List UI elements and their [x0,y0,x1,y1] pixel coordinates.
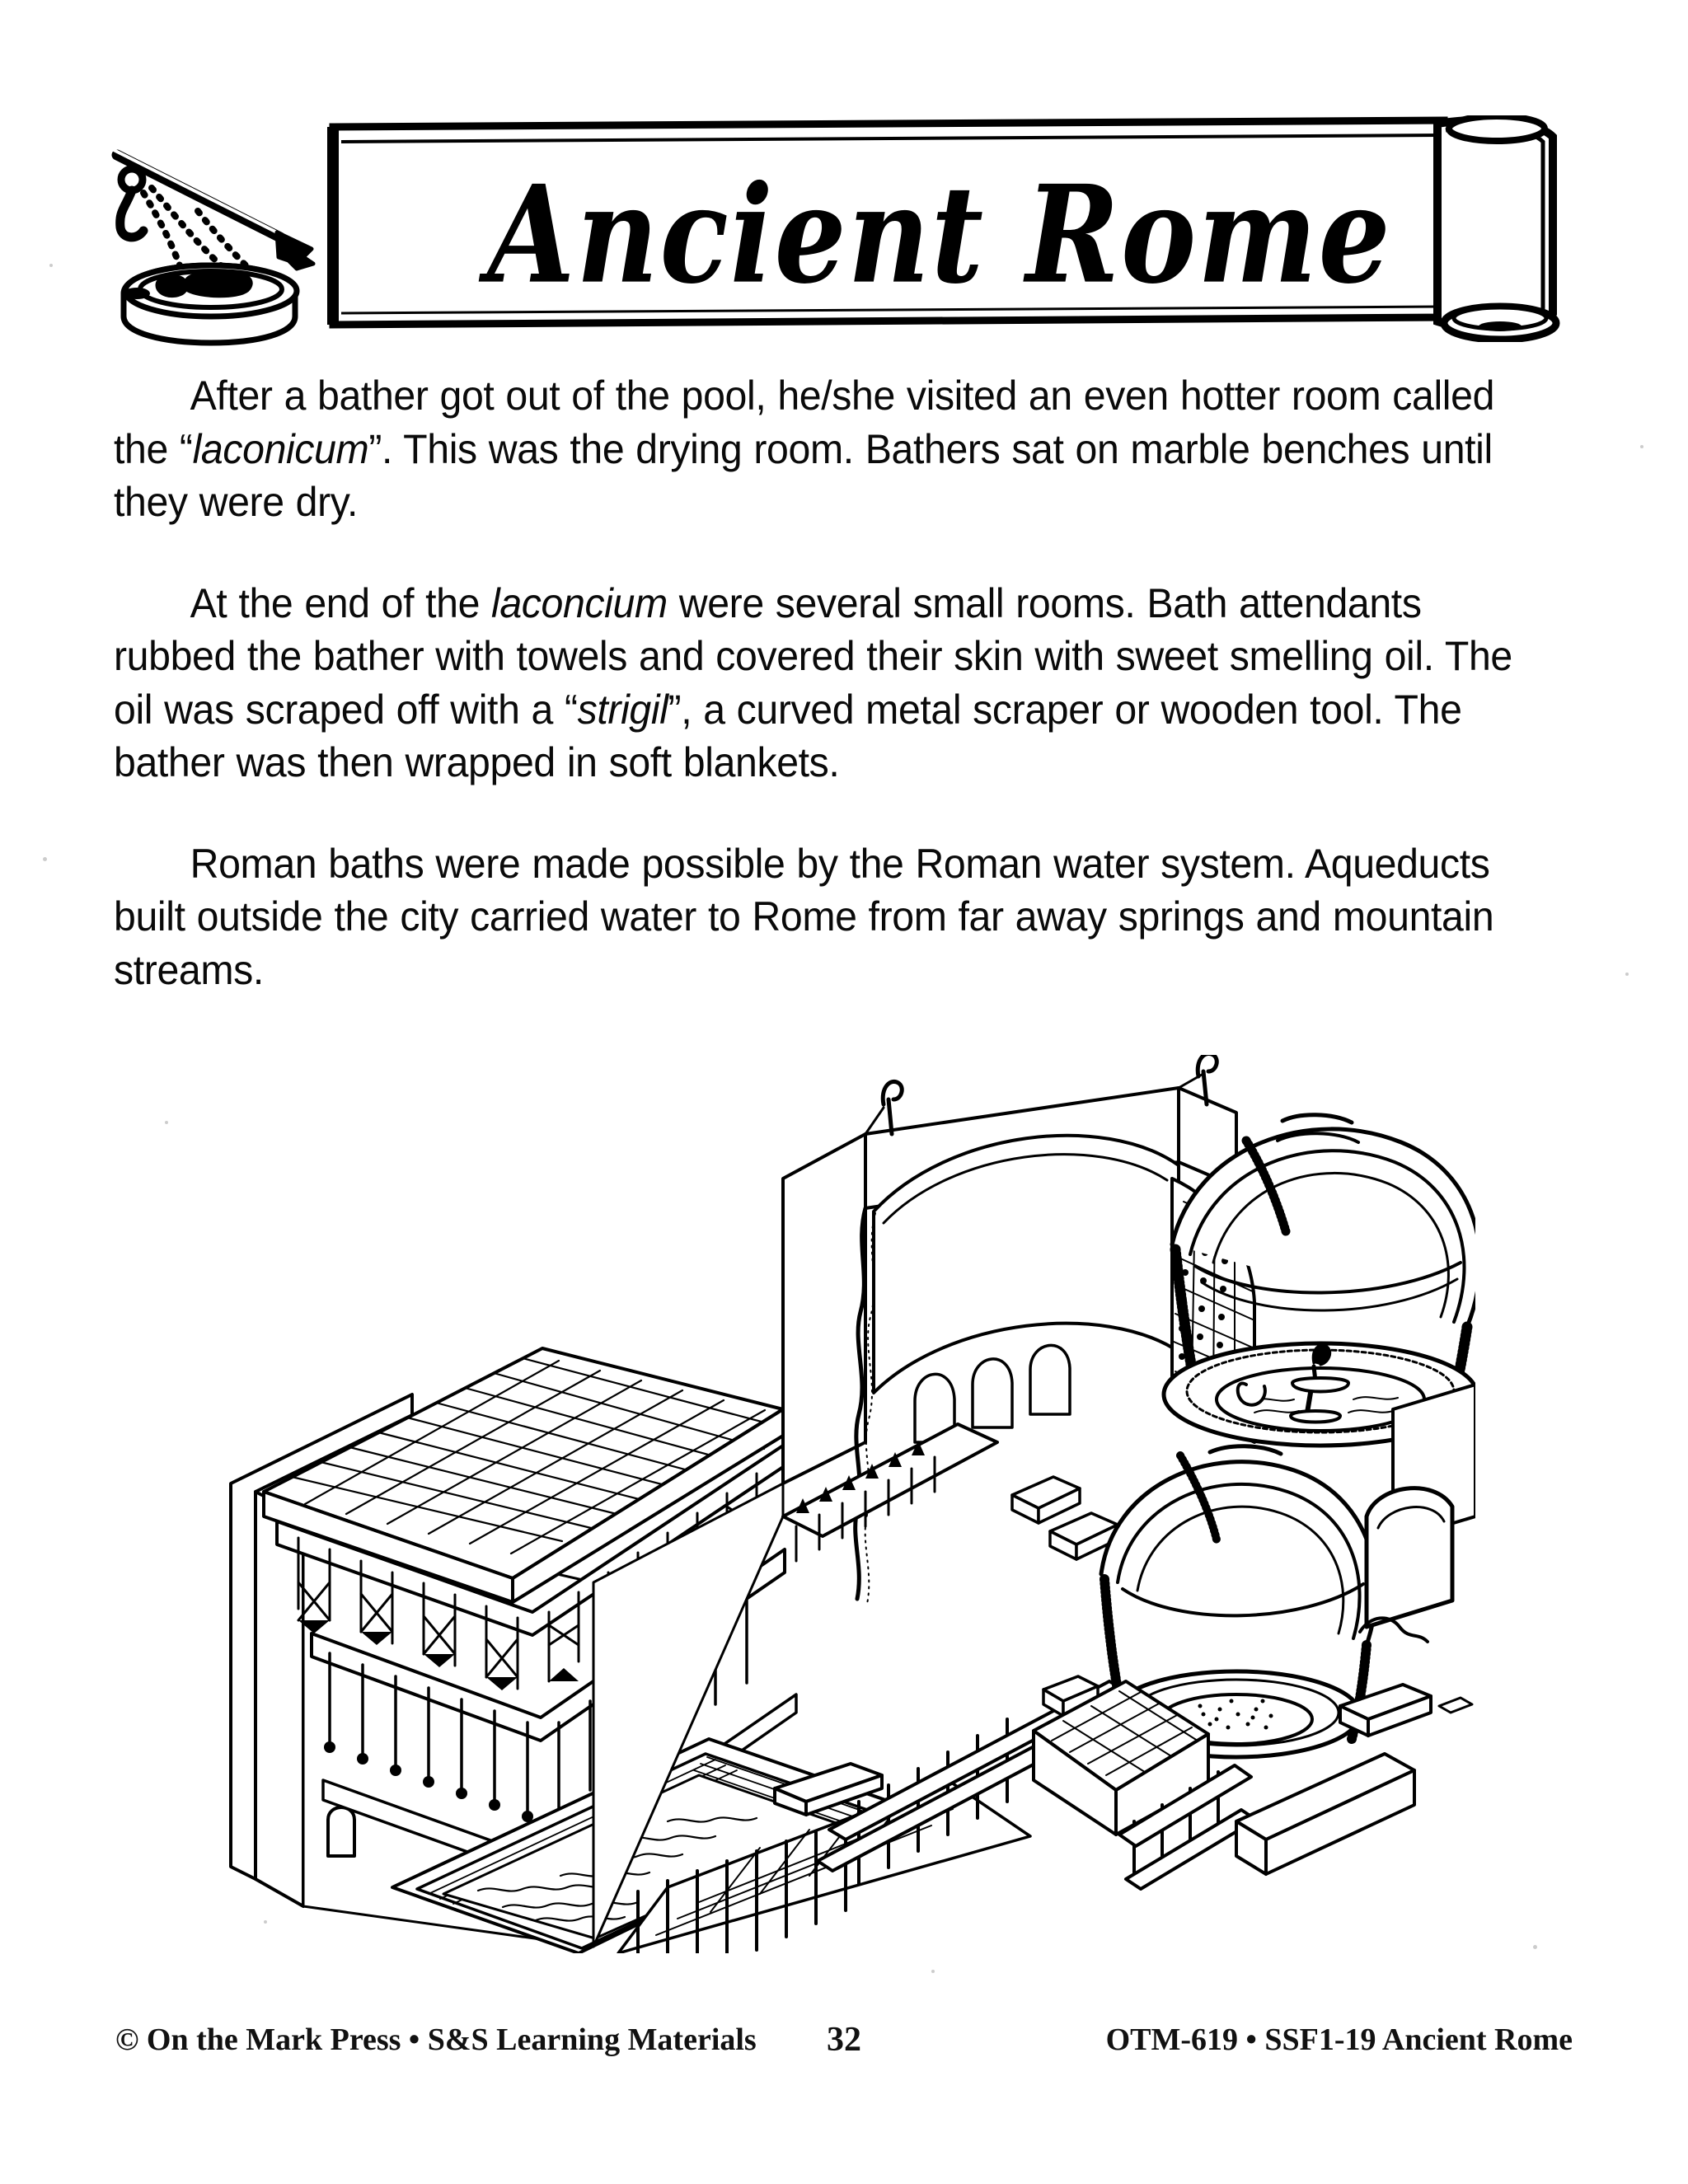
body-copy [114,369,1564,996]
scan-speckle [165,1121,168,1124]
scan-speckle [1640,445,1643,448]
paragraph-1-run-2: ”. This was the drying room. Bathers sat on marble benches until they were dry. [114,425,1493,525]
scan-speckle [43,857,47,861]
paragraph-2-run-1: At the end of the [190,579,492,626]
paragraph-3-run-1: Roman baths were made possible by the Roman water system. Aqueducts built outside the city carried water to Rome from far away springs and mountain streams. [114,840,1494,993]
roman-bath-complex-cutaway-line-drawing [206,1055,1475,1953]
paragraph-1 [114,369,1513,529]
paragraph-2-run-2: were several small rooms. Bath attendants rubbed the bather with towels and covered their skin with sweet smelling oil. The oil was scraped off with a “ [114,579,1512,733]
term-laconicum: laconicum [192,425,369,472]
term-strigil: strigil [577,686,668,733]
page-footer [0,2011,1688,2069]
paragraph-2 [114,577,1513,790]
foreground-plinth [1236,1754,1414,1874]
paragraph-3 [114,837,1513,997]
roman-oil-lamp-and-stylus-icon [101,132,323,346]
footer-copyright: © On the Mark Press • S&S Learning Materials [115,2022,757,2057]
parchment-scroll-banner [323,115,1592,342]
scan-speckle [1625,972,1629,976]
scan-speckle [931,1970,935,1973]
term-laconcium: laconcium [491,579,668,626]
paragraph-2-run-3: ”, a curved metal scraper or wooden tool. The bather was then wrapped in soft blankets. [114,686,1462,785]
footer-product-code: OTM-619 • SSF1-19 Ancient Rome [1105,2022,1573,2057]
paragraph-1-run-1: After a bather got out of the pool, he/she visited an even hotter room called the “ [114,373,1495,472]
page-number: 32 [827,2021,861,2059]
page-header [0,0,1688,354]
page-title: Ancient Rome [487,155,1392,314]
scan-speckle [1533,1945,1537,1949]
